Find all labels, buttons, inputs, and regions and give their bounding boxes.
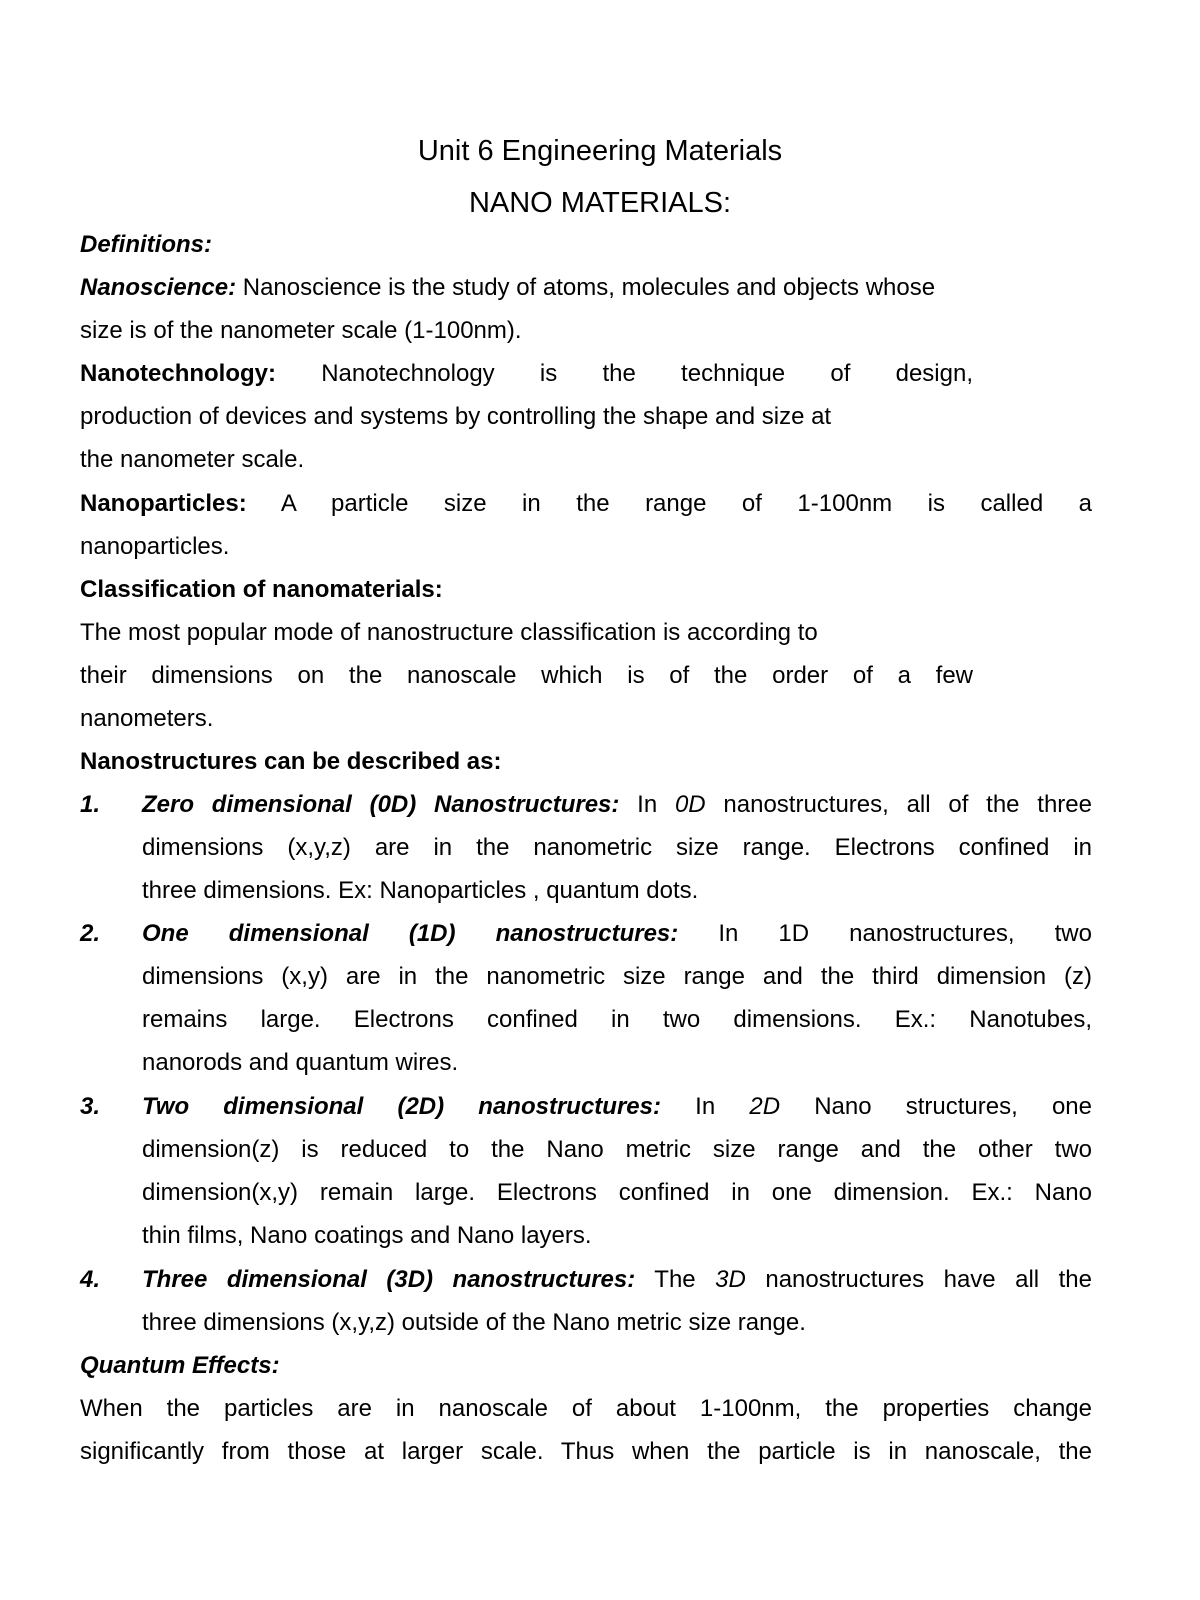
zero-d-line-3: three dimensions. Ex: Nanoparticles , quantum dots.	[142, 877, 699, 904]
nanoparticles-line-1: Nanoparticles: A particle size in the range of 1-100nm is called a	[80, 490, 1092, 517]
one-d-line-3: remains large. Electrons confined in two dimensions. Ex.: Nanotubes,	[142, 1006, 1092, 1033]
one-d-line-2: dimensions (x,y) are in the nanometric size range and the third dimension (z)	[142, 963, 1092, 990]
classification-line-3: nanometers.	[80, 705, 214, 732]
nanoscience-term: Nanoscience:	[80, 274, 237, 301]
nanotechnology-term: Nanotechnology:	[80, 360, 276, 387]
one-d-line-4: nanorods and quantum wires.	[142, 1049, 459, 1076]
list-number-1: 1.	[80, 791, 101, 818]
three-d-line-1: Three dimensional (3D) nanostructures: The 3D nanostructures have all the	[142, 1266, 1092, 1293]
two-d-line-3: dimension(x,y) remain large. Electrons confined in one dimension. Ex.: Nano	[142, 1179, 1092, 1206]
nanoparticles-line-2: nanoparticles.	[80, 533, 230, 560]
two-d-line-1: Two dimensional (2D) nanostructures: In 2D Nano structures, one	[142, 1093, 1092, 1120]
three-d-line-2: three dimensions (x,y,z) outside of the Nano metric size range.	[142, 1309, 806, 1336]
two-d-line-4: thin films, Nano coatings and Nano layers.	[142, 1222, 592, 1249]
list-number-2: 2.	[80, 920, 101, 947]
zero-d-line-2: dimensions (x,y,z) are in the nanometric size range. Electrons confined in	[142, 834, 1092, 861]
one-d-line-1: One dimensional (1D) nanostructures: In 1D nanostructures, two	[142, 920, 1092, 947]
nanoscience-line-2: size is of the nanometer scale (1-100nm).	[80, 317, 522, 344]
classification-heading: Classification of nanomaterials:	[80, 576, 443, 603]
classification-line-2: their dimensions on the nanoscale which is of the order of a few	[80, 662, 973, 689]
quantum-line-2: significantly from those at larger scale. Thus when the particle is in nanoscale, the	[80, 1438, 1092, 1465]
two-d-line-2: dimension(z) is reduced to the Nano metric size range and the other two	[142, 1136, 1092, 1163]
nanotechnology-line-1: Nanotechnology: Nanotechnology is the technique of design,	[80, 360, 973, 387]
nanotechnology-line-2: production of devices and systems by controlling the shape and size at	[80, 403, 832, 430]
classification-line-1: The most popular mode of nanostructure classification is according to	[80, 619, 818, 646]
zero-d-line-1: Zero dimensional (0D) Nanostructures: In 0D nanostructures, all of the three	[142, 791, 1092, 818]
list-number-4: 4.	[80, 1266, 101, 1293]
section-title: NANO MATERIALS:	[468, 187, 732, 219]
nanotechnology-line-3: the nanometer scale.	[80, 446, 305, 473]
quantum-line-1: When the particles are in nanoscale of about 1-100nm, the properties change	[80, 1395, 1092, 1422]
nanoparticles-term: Nanoparticles:	[80, 490, 247, 517]
definitions-heading: Definitions:	[80, 231, 212, 258]
document-title: Unit 6 Engineering Materials	[417, 135, 783, 167]
quantum-effects-heading: Quantum Effects:	[80, 1352, 280, 1379]
nanostructures-heading: Nanostructures can be described as:	[80, 748, 502, 775]
nanoscience-line-1: Nanoscience: Nanoscience is the study of atoms, molecules and objects whose	[80, 274, 936, 301]
list-number-3: 3.	[80, 1093, 101, 1120]
